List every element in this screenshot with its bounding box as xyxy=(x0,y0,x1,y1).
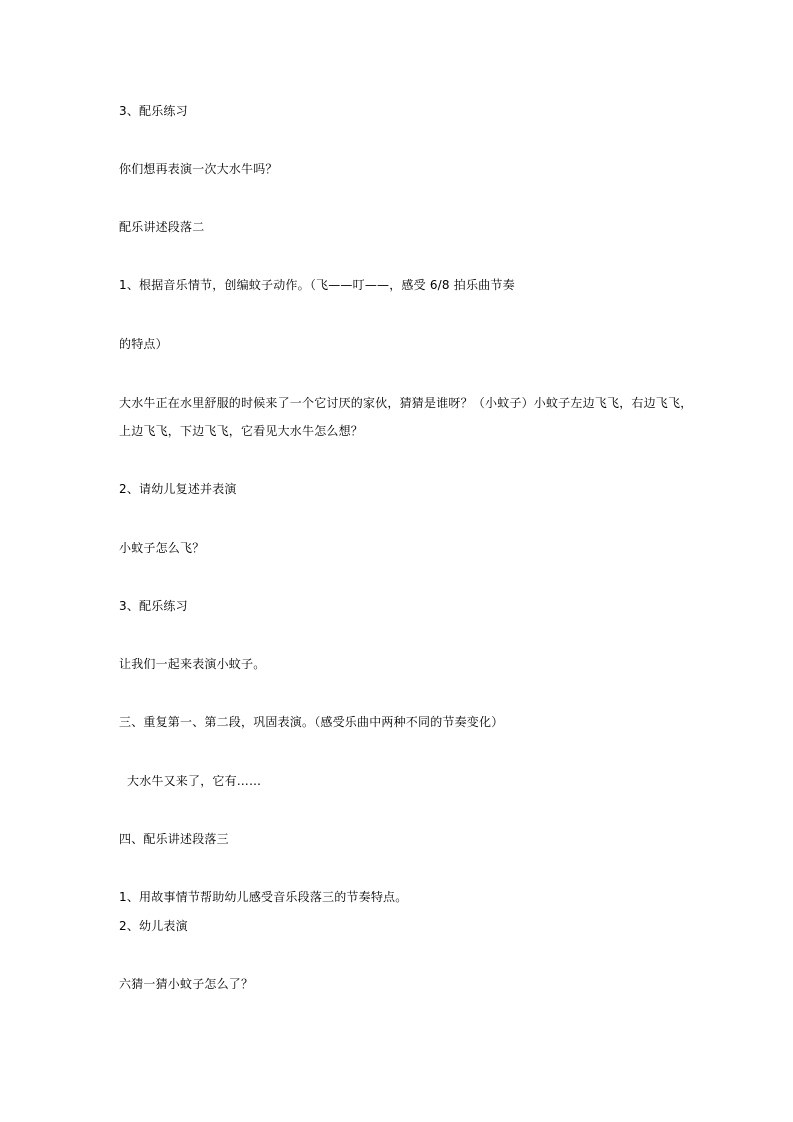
section-heading-practice-2: 3、配乐练习 xyxy=(119,599,188,613)
section-heading-paragraph-two: 配乐讲述段落二 xyxy=(119,220,205,234)
step-line-create-actions: 1、根据音乐情节，创编蚊子动作。（飞——叮——，感受 6/8 拍乐曲节奏 xyxy=(119,278,515,292)
question-line-mosquito-fly: 小蚊子怎么飞？ xyxy=(119,541,205,555)
story-line-1: 大水牛正在水里舒服的时候来了一个它讨厌的家伙，猜猜是谁呀？（小蚊子）小蚊子左边飞飞，右边飞飞， xyxy=(119,396,693,410)
step-line-continuation: 的特点） xyxy=(119,337,168,351)
section-heading-repeat: 三、重复第一、第二段，巩固表演。（感受乐曲中两种不同的节奏变化） xyxy=(119,715,504,729)
step-line-story-rhythm: 1、用故事情节帮助幼儿感受音乐段落三的节奏特点。 xyxy=(119,890,408,904)
question-line-buffalo: 你们想再表演一次大水牛吗？ xyxy=(119,162,278,176)
section-heading-paragraph-three: 四、配乐讲述段落三 xyxy=(119,832,229,846)
step-line-retell: 2、请幼儿复述并表演 xyxy=(119,482,237,496)
story-line-2: 上边飞飞，下边飞飞，它看见大水牛怎么想？ xyxy=(119,424,364,438)
section-heading-practice-1: 3、配乐练习 xyxy=(119,104,188,118)
story-line-buffalo-again: 大水牛又来了，它有…… xyxy=(127,774,262,788)
step-line-perform: 2、幼儿表演 xyxy=(119,919,188,933)
question-line-guess: 六猜一猜小蚊子怎么了？ xyxy=(119,977,254,991)
prompt-line-perform-mosquito: 让我们一起来表演小蚊子。 xyxy=(119,657,266,671)
